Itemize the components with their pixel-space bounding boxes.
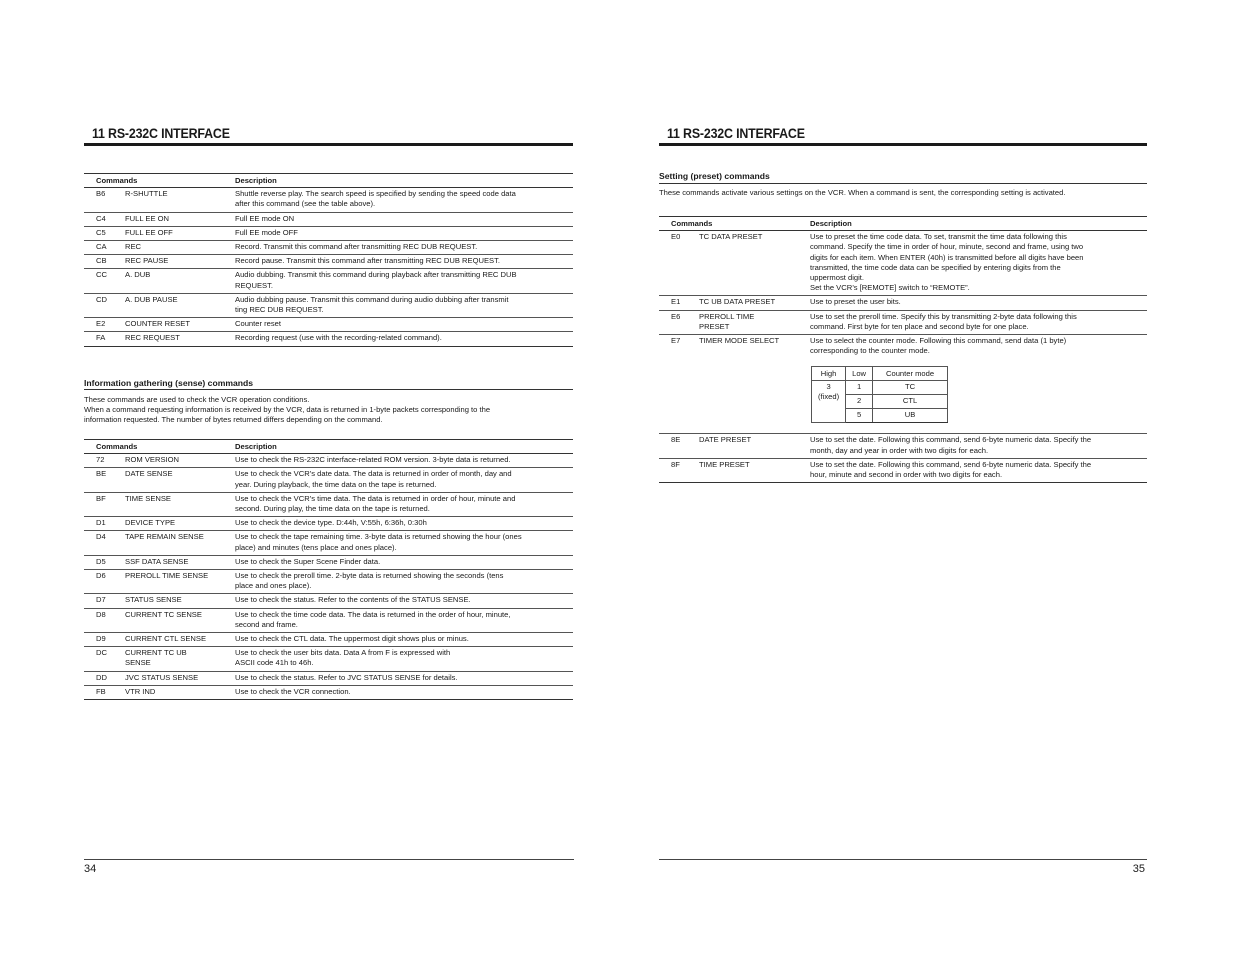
command-name-line: DATE PRESET [699,435,752,445]
command-name [125,531,235,555]
command-description [235,269,573,293]
command-description [235,468,573,492]
command-name [125,633,235,647]
high-value-line: 3 [826,382,831,392]
command-name-line: REC REQUEST [125,333,180,343]
command-description [235,332,573,346]
command-name [125,212,235,226]
sense-command-table [84,439,573,700]
command-code: CB [84,255,125,269]
table-row [84,633,573,647]
command-code: E7 [659,335,699,434]
command-name [125,454,235,468]
description-line: Use to check the status. Refer to the contents of the STATUS SENSE. [235,595,471,605]
command-name [125,685,235,699]
table-row [659,458,1147,482]
description-line: Use to set the date. Following this command, send 6-byte numeric data. Specify the [810,435,1092,445]
command-name [125,255,235,269]
command-name-line: DATE SENSE [125,469,173,479]
command-name-line: TIMER MODE SELECT [699,336,780,346]
table-row [659,335,1147,434]
command-description [235,671,573,685]
command-code: FB [84,685,125,699]
table-header-row [659,217,1147,231]
counter-mode-low: 5 [846,409,873,423]
command-name-line: SENSE [125,658,151,668]
counter-mode-value: TC [873,381,948,395]
table-row [84,555,573,569]
header-commands: Commands [84,174,235,188]
header-description: Description [810,217,1147,231]
command-name [699,310,810,334]
command-code: BE [84,468,125,492]
command-code: 72 [84,454,125,468]
command-name-line: PREROLL TIME [699,311,755,321]
chapter-title: 11 RS-232C INTERFACE [92,126,230,141]
description-line: Use to preset the user bits. [810,297,901,307]
command-name-line: A. DUB PAUSE [125,294,178,304]
description-line: Record pause. Transmit this command after transmitting REC DUB REQUEST. [235,256,501,266]
command-description [235,570,573,594]
page-number: 34 [84,863,97,875]
command-code: CC [84,269,125,293]
command-name-line: REC PAUSE [125,256,169,266]
command-description [235,241,573,255]
command-description [235,212,573,226]
table-row [84,517,573,531]
intro-line: These commands are used to check the VCR operation conditions. [84,395,310,404]
command-name [699,434,810,458]
command-description [235,531,573,555]
table-row [84,468,573,492]
command-description [235,555,573,569]
command-name [125,647,235,671]
command-code: DD [84,671,125,685]
command-name [699,296,810,310]
description-line: Use to check the preroll time. 2-byte data is returned showing the seconds (tens [235,571,504,581]
command-description [235,454,573,468]
counter-mode-table [811,366,948,423]
command-code: B6 [84,188,125,212]
table-row [84,293,573,317]
description-line: Use to check the Super Scene Finder data. [235,556,381,566]
header-description: Description [235,440,573,454]
chapter-rule [659,143,1147,146]
section-title: Setting (preset) commands [659,171,770,181]
counter-mode-low: 2 [846,395,873,409]
chapter-rule [84,143,573,146]
command-name-line: TC DATA PRESET [699,232,763,242]
command-name-line: DEVICE TYPE [125,518,176,528]
description-line: Counter reset [235,319,282,329]
command-code: D4 [84,531,125,555]
table-row [84,608,573,632]
command-name [699,458,810,482]
command-description [235,633,573,647]
description-line: year. During playback, the time data on the tape is returned. [235,479,437,489]
high-value-line: (fixed) [818,392,840,402]
command-name-line: CURRENT TC SENSE [125,609,202,619]
table-row [84,332,573,346]
command-name-line: SSF DATA SENSE [125,556,189,566]
command-code: E6 [659,310,699,334]
description-line: command. First byte for ten place and second byte for one place. [810,321,1029,331]
table-row [659,310,1147,334]
command-code: D6 [84,570,125,594]
description-line: Audio dubbing. Transmit this command during playback after transmitting REC DUB [235,270,517,280]
counter-mode-header: Low [846,367,873,381]
command-name-line: PRESET [699,321,730,331]
command-table [84,173,573,347]
description-line: ASCII code 41h to 46h. [235,658,314,668]
section-rule [659,183,1147,184]
table-row [84,531,573,555]
command-name-line: TIME SENSE [125,493,171,503]
description-line: Recording request (use with the recording-related command). [235,333,442,343]
command-name [125,492,235,516]
description-line: Audio dubbing pause. Transmit this command during audio dubbing after transmit [235,294,509,304]
table-row [84,226,573,240]
command-description [235,226,573,240]
command-name-line: TAPE REMAIN SENSE [125,532,204,542]
table-row [84,454,573,468]
header-description: Description [235,174,573,188]
description-line: Shuttle reverse play. The search speed is specified by sending the speed code data [235,189,516,199]
chapter-title: 11 RS-232C INTERFACE [667,126,805,141]
preset-command-table [659,216,1147,483]
section-rule [84,389,573,390]
description-line: transmitted, the time code data can be specified by entering digits from the [810,262,1061,272]
command-code: D9 [84,633,125,647]
command-name [125,188,235,212]
table-row [84,492,573,516]
command-description [810,310,1147,334]
description-line: command. Specify the time in order of hour, minute, second and frame, using two [810,242,1084,252]
description-line: Use to check the VCR connection. [235,686,351,696]
table-row [659,434,1147,458]
command-code: D8 [84,608,125,632]
description-line: Use to check the device type. D:44h, V:55h, 6:36h, 0:30h [235,518,427,528]
description-line: second. During play, the time data on the tape is returned. [235,504,430,514]
footer-rule [659,859,1147,860]
intro-line: These commands activate various settings on the VCR. When a command is sent, the corresponding setting is activated. [659,188,1066,197]
command-code: D1 [84,517,125,531]
command-code: FA [84,332,125,346]
footer-rule [84,859,574,860]
counter-mode-high [812,381,846,423]
description-line: uppermost digit. [810,273,865,283]
command-name-line: REC [125,242,142,252]
table-row [84,241,573,255]
command-name-line: CURRENT TC UB [125,648,187,658]
command-name-line: R-SHUTTLE [125,189,168,199]
description-line: Use to check the time code data. The data is returned in the order of hour, minute, [235,609,511,619]
table-header-row [84,174,573,188]
description-line: corresponding to the counter mode. [810,346,930,356]
command-description [810,458,1147,482]
command-name [125,570,235,594]
section-title: Information gathering (sense) commands [84,378,254,388]
counter-mode-value: UB [873,409,948,423]
table-header-row [84,440,573,454]
command-code: E1 [659,296,699,310]
description-line: place and ones place). [235,581,312,591]
description-line: second and frame. [235,619,298,629]
command-description [810,434,1147,458]
table-row [84,269,573,293]
counter-mode-low: 1 [846,381,873,395]
command-name-line: COUNTER RESET [125,319,190,329]
command-name-line: FULL EE ON [125,213,170,223]
description-line: hour, minute and second in order with two digits for each. [810,470,1003,480]
table-row [659,231,1147,296]
command-description [235,685,573,699]
table-row [84,188,573,212]
description-line: Full EE mode OFF [235,227,298,237]
description-line: Use to set the date. Following this command, send 6-byte numeric data. Specify the [810,459,1092,469]
counter-mode-header-row [812,367,948,381]
command-code: C5 [84,226,125,240]
description-line: Use to check the user bits data. Data A from F is expressed with [235,648,451,658]
command-description [235,492,573,516]
description-line: Record. Transmit this command after transmitting REC DUB REQUEST. [235,242,478,252]
description-line: Use to check the RS-232C interface-related ROM version. 3-byte data is returned. [235,455,511,465]
command-name-line: FULL EE OFF [125,227,173,237]
table-row [84,318,573,332]
command-description [235,188,573,212]
command-description [235,293,573,317]
description-line: Use to check the tape remaining time. 3-byte data is returned showing the hour (ones [235,532,522,542]
command-code: CA [84,241,125,255]
counter-mode-row [812,381,948,395]
command-name [125,594,235,608]
page-number: 35 [1132,863,1145,875]
intro-line: information requested. The number of bytes returned differs depending on the command. [84,415,383,425]
command-name [125,269,235,293]
command-description [235,255,573,269]
command-name-line: ROM VERSION [125,455,180,465]
header-commands: Commands [659,217,810,231]
command-name-line: TC UB DATA PRESET [699,297,776,307]
table-row [84,685,573,699]
description-line: ting REC DUB REQUEST. [235,305,324,315]
table-row [84,255,573,269]
header-commands: Commands [84,440,235,454]
command-description [235,608,573,632]
command-description [810,231,1147,296]
command-code: DC [84,647,125,671]
description-line: month, day and year in order with two digits for each. [810,445,989,455]
table-row [659,296,1147,310]
table-row [84,212,573,226]
command-code: D7 [84,594,125,608]
command-description [235,647,573,671]
command-description [810,335,1147,434]
command-code: CD [84,293,125,317]
description-line: Set the VCR’s [REMOTE] switch to “REMOTE”. [810,283,970,293]
command-code: C4 [84,212,125,226]
description-line: after this command (see the table above). [235,199,376,209]
description-line: Use to set the preroll time. Specify this by transmitting 2-byte data following this [810,311,1077,321]
command-description [235,318,573,332]
command-code: 8E [659,434,699,458]
command-name [125,318,235,332]
command-name [125,555,235,569]
description-line: Use to check the VCR’s time data. The data is returned in order of hour, minute and [235,493,516,503]
counter-mode-value: CTL [873,395,948,409]
section-intro [84,395,490,426]
counter-mode-header: Counter mode [873,367,948,381]
command-name [125,517,235,531]
command-name-line: TIME PRESET [699,459,750,469]
command-name [125,468,235,492]
description-line: Use to preset the time code data. To set, transmit the time data following this [810,232,1067,242]
counter-mode-header: High [812,367,846,381]
description-line: REQUEST. [235,280,273,290]
description-line: Full EE mode ON [235,213,295,223]
command-name [125,293,235,317]
command-code: E0 [659,231,699,296]
command-name [125,332,235,346]
description-line: place) and minutes (tens place and ones place). [235,542,397,552]
command-code: D5 [84,555,125,569]
command-name-line: VTR IND [125,686,156,696]
command-name [125,226,235,240]
command-name [699,335,810,434]
command-name-line: STATUS SENSE [125,595,182,605]
command-name [125,241,235,255]
table-row [84,570,573,594]
command-name-line: JVC STATUS SENSE [125,672,199,682]
command-name-line: CURRENT CTL SENSE [125,634,207,644]
command-name [699,231,810,296]
description-line: Use to check the CTL data. The uppermost digit shows plus or minus. [235,634,469,644]
description-line: Use to select the counter mode. Following this command, send data (1 byte) [810,336,1067,346]
description-line: Use to check the status. Refer to JVC STATUS SENSE for details. [235,672,458,682]
table-row [84,594,573,608]
command-name [125,671,235,685]
command-name-line: A. DUB [125,270,151,280]
intro-line: When a command requesting information is received by the VCR, data is returned in 1-byte packets corresponding to the [84,405,491,415]
command-code: BF [84,492,125,516]
description-line: Use to check the VCR’s date data. The data is returned in order of month, day and [235,469,512,479]
command-name-line: PREROLL TIME SENSE [125,571,209,581]
description-line: digits for each item. When ENTER (40h) is transmitted before all digits have been [810,252,1084,262]
command-description [235,517,573,531]
command-name [125,608,235,632]
section-intro [659,188,1065,198]
command-description [235,594,573,608]
table-row [84,671,573,685]
command-code: 8F [659,458,699,482]
command-code: E2 [84,318,125,332]
table-row [84,647,573,671]
command-description [810,296,1147,310]
